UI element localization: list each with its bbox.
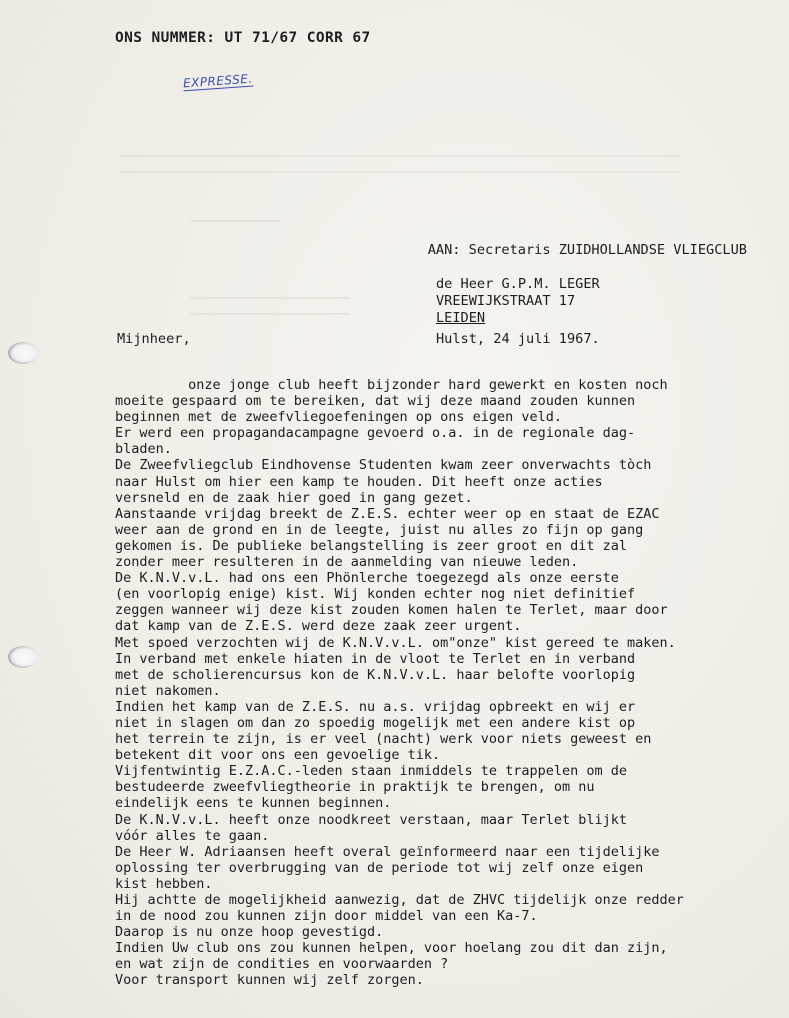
body-line: in de nood zou kunnen zijn door middel van een Ka-7. (115, 908, 538, 925)
letter-body (115, 377, 755, 989)
address-line: de Heer G.P.M. LEGER (436, 276, 600, 292)
body-line: bladen. (115, 441, 172, 458)
body-line: weer aan de grond en in de leegte, juist nu alles zo fijn op gang (115, 521, 644, 538)
body-line: oplossing ter overbrugging van de periode tot wij zelf onze eigen (115, 859, 644, 876)
salutation: Mijnheer, (117, 331, 191, 347)
body-line: De Zweefvliegclub Eindhovense Studenten kwam zeer onverwachts tòch (115, 457, 652, 474)
body-line: dat kamp van de Z.E.S. werd deze zaak zeer urgent. (115, 618, 522, 635)
body-line: gekomen is. De publieke belangstelling is zeer groot en dit zal (115, 537, 628, 554)
body-line: betekent dit voor ons een gevoelige tik. (115, 747, 441, 764)
body-line: Indien het kamp van de Z.E.S. nu a.s. vrijdag opbreekt en wij er (115, 698, 636, 715)
body-line: bestudeerde zweefvliegtheorie in praktijk te brengen, om nu (115, 779, 595, 796)
body-line: zonder meer resulteren in de aanmelding van nieuwe leden. (115, 554, 579, 571)
body-line: De K.N.V.v.L. heeft onze noodkreet verstaan, maar Terlet blijkt (115, 811, 628, 828)
show-through-mark (120, 150, 680, 184)
place-and-date: Hulst, 24 juli 1967. (436, 331, 600, 347)
punch-hole (8, 342, 38, 364)
address-line: LEIDEN (436, 310, 486, 326)
body-line: niet in slagen om dan zo spoedig mogelijk met een andere kist op (115, 714, 636, 731)
body-line: eindelijk eens te kunnen beginnen. (115, 795, 392, 812)
body-line: De K.N.V.v.L. had ons een Phönlerche toegezegd als onze eerste (115, 570, 619, 587)
body-line: beginnen met de zweefvliegoefeningen op ons eigen veld. (115, 409, 563, 426)
body-line: Indien Uw club ons zou kunnen helpen, voor hoelang zou dit dan zijn, (115, 940, 668, 957)
body-line: Voor transport kunnen wij zelf zorgen. (115, 972, 424, 989)
body-line: moeite gespaard om te bereiken, dat wij deze maand zouden kunnen (115, 393, 636, 410)
show-through-mark (190, 215, 280, 229)
body-line: zeggen wanneer wij deze kist zouden komen halen te Terlet, maar door (115, 602, 668, 619)
body-line: Hij achtte de mogelijkheid aanwezig, dat de ZHVC tijdelijk onze redder (115, 892, 684, 908)
body-line: Aanstaande vrijdag breekt de Z.E.S. echter weer op en staat de EZAC (115, 505, 660, 522)
handwritten-note: EXPRESSE. (182, 71, 254, 91)
address-line: VREEWIJKSTRAAT 17 (436, 293, 576, 309)
body-line: De Heer W. Adriaansen heeft overal geïnformeerd naar een tijdelijke (115, 843, 660, 860)
body-line: met de scholierencursus kon de K.N.V.v.L. haar belofte voorlopig (115, 666, 636, 683)
body-line: Daarop is nu onze hoop gevestigd. (115, 924, 384, 941)
body-line: Met spoed verzochten wij de K.N.V.v.L. om"onze" kist gereed te maken. (115, 634, 676, 651)
body-line: versneld en de zaak hier goed in gang gezet. (115, 489, 473, 506)
body-line: het terrein te zijn, is er veel (nacht) werk voor niets geweest en (115, 731, 652, 748)
body-line: Vijfentwintig E.Z.A.C.-leden staan inmiddels te trappelen om de (115, 763, 628, 780)
body-line: niet nakomen. (115, 682, 221, 699)
body-line: Er werd een propagandacampagne gevoerd o.a. in de regionale dag- (115, 425, 636, 442)
punch-hole (8, 646, 38, 668)
body-line: In verband met enkele hiaten in de vloot te Terlet en in verband (115, 650, 636, 667)
body-line: (en voorlopig enige) kist. Wij konden echter nog niet definitief (115, 586, 636, 603)
body-line: naar Hulst om hier een kamp te houden. Dit heeft onze acties (115, 473, 603, 490)
body-line: vóór alles te gaan. (115, 827, 270, 844)
body-line: kist hebben. (115, 875, 213, 892)
show-through-mark (190, 292, 350, 322)
body-line: onze jonge club heeft bijzonder hard gewerkt en kosten noch (115, 377, 668, 393)
reference-number: ONS NUMMER: UT 71/67 CORR 67 (115, 30, 371, 46)
body-line: en wat zijn de condities en voorwaarden ? (115, 956, 449, 973)
address-line: AAN: Secretaris ZUIDHOLLANDSE VLIEGCLUB (427, 242, 747, 258)
